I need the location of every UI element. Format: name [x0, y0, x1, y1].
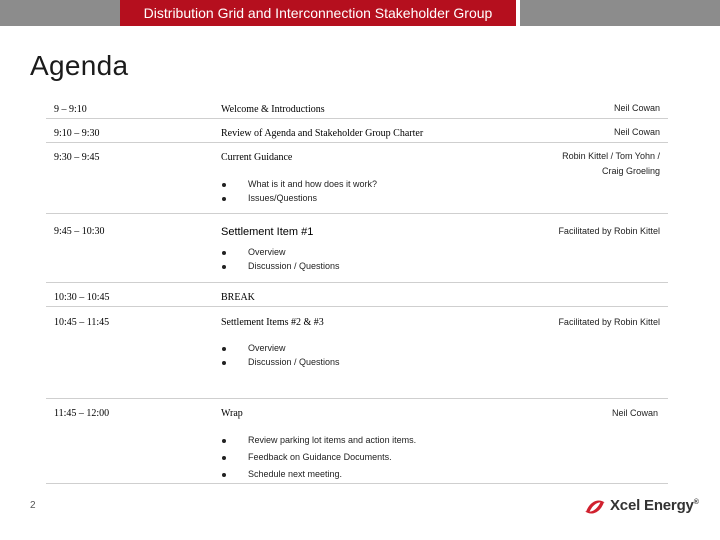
agenda-topic: Settlement Items #2 & #3	[221, 317, 324, 328]
row-divider	[46, 398, 668, 399]
bullet-text: Discussion / Questions	[248, 261, 340, 271]
bullet-dot-icon	[222, 197, 226, 201]
bullet-text: Overview	[248, 343, 286, 353]
header-gray-block-right	[520, 0, 720, 26]
bullet-text: Feedback on Guidance Documents.	[248, 452, 392, 462]
agenda-presenter: Neil Cowan	[611, 408, 658, 418]
bullet-dot-icon	[222, 361, 226, 365]
agenda-presenter: Neil Cowan	[613, 103, 660, 113]
bullet-dot-icon	[222, 183, 226, 187]
bullet-dot-icon	[222, 473, 226, 477]
bullet-text: Schedule next meeting.	[248, 469, 343, 479]
row-divider	[46, 142, 668, 143]
agenda-time: 11:45 – 12:00	[54, 408, 110, 419]
agenda-time: 9:45 – 10:30	[54, 226, 105, 237]
bullet-text: Discussion / Questions	[248, 357, 340, 367]
agenda-presenter-line1: Robin Kittel / Tom Yohn /	[562, 151, 660, 161]
agenda-time: 10:45 – 11:45	[54, 317, 110, 328]
row-divider	[46, 118, 668, 119]
row-divider	[46, 483, 668, 484]
row-divider	[46, 213, 668, 214]
bullet-dot-icon	[222, 439, 226, 443]
bullet-text: Overview	[248, 247, 286, 257]
agenda-presenter: Neil Cowan	[613, 127, 660, 137]
agenda-time: 9:30 – 9:45	[54, 152, 100, 163]
header-gray-block-left	[0, 0, 120, 26]
header-title: Distribution Grid and Interconnection Stakeholder Group	[143, 5, 493, 21]
agenda-topic: Wrap	[221, 408, 243, 419]
agenda-time: 9 – 9:10	[54, 104, 87, 115]
xcel-energy-logo	[582, 494, 702, 520]
agenda-presenter: Facilitated by Robin Kittel	[558, 317, 660, 327]
logo-trademark: ®	[693, 499, 699, 506]
bullet-dot-icon	[222, 456, 226, 460]
agenda-topic: Welcome & Introductions	[221, 104, 325, 115]
agenda-presenter-line2: Craig Groeling	[601, 166, 660, 176]
bullet-text: Review parking lot items and action items.	[248, 435, 417, 445]
bullet-dot-icon	[222, 265, 226, 269]
agenda-topic: Settlement Item #1	[221, 226, 314, 238]
agenda-topic: Current Guidance	[221, 152, 293, 163]
bullet-dot-icon	[222, 251, 226, 255]
agenda-time: 9:10 – 9:30	[54, 128, 100, 139]
bullet-text: Issues/Questions	[248, 193, 318, 203]
page-number: 2	[30, 500, 36, 511]
logo-wordmark	[610, 497, 699, 514]
row-divider	[46, 306, 668, 307]
agenda-presenter: Facilitated by Robin Kittel	[558, 226, 660, 236]
agenda-topic: Review of Agenda and Stakeholder Group Charter	[221, 128, 424, 139]
logo-brand-text: Xcel Energy	[610, 497, 694, 514]
agenda-time: 10:30 – 10:45	[54, 292, 110, 303]
bullet-text: What is it and how does it work?	[248, 179, 378, 189]
bullet-dot-icon	[222, 347, 226, 351]
row-divider	[46, 282, 668, 283]
header-bar	[0, 0, 720, 27]
xcel-energy-swoosh-icon	[582, 494, 608, 520]
agenda-topic: BREAK	[221, 292, 255, 303]
page-title: Agenda	[30, 50, 129, 81]
